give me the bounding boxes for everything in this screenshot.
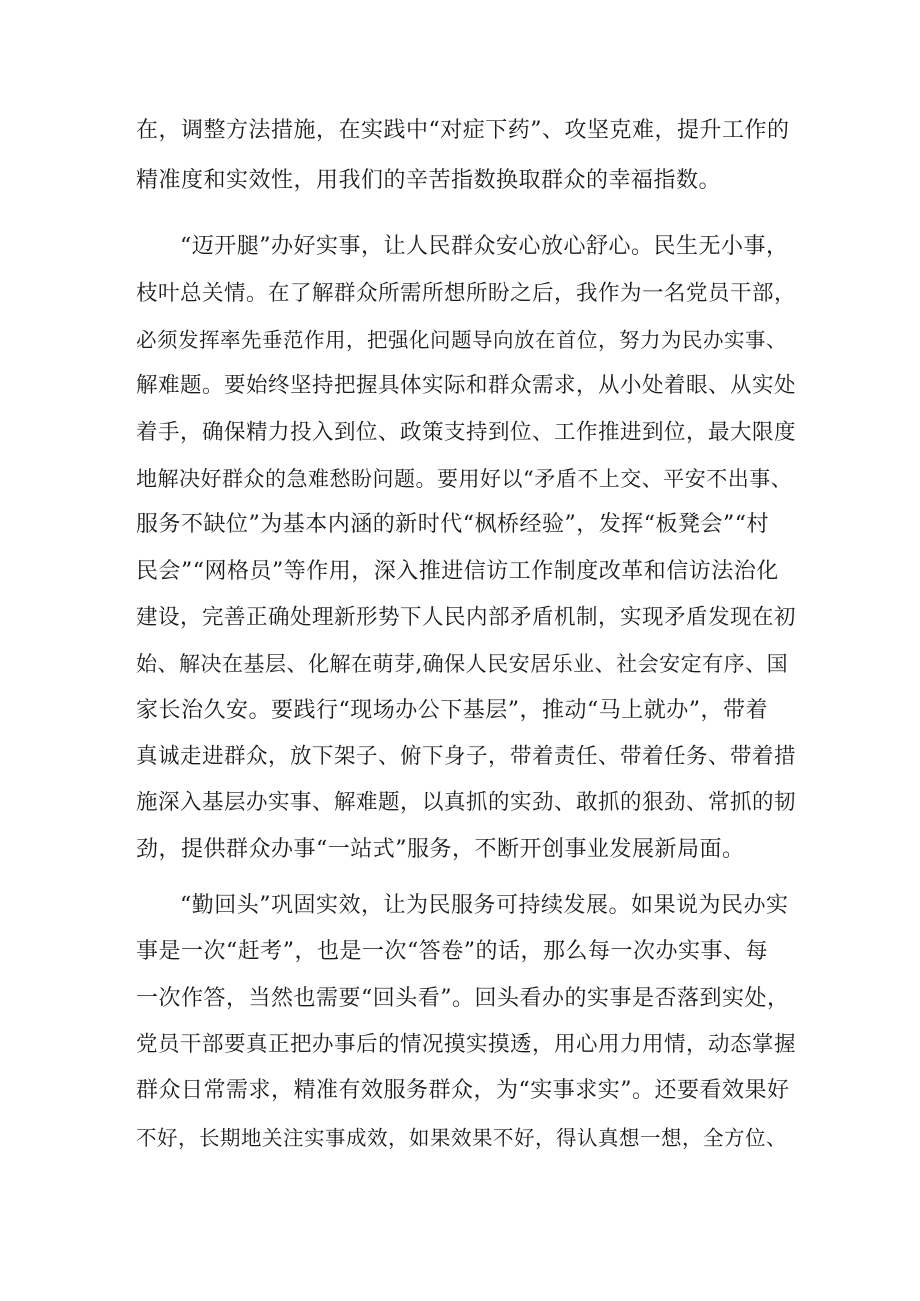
text-line-15: 施深入基层办实事、解难题，以真抓的实劲、敢抓的狠劲、常抓的韧 [136, 790, 797, 815]
text-line-12: 始、解决在基层、化解在萌芽,确保人民安居乐业、社会安定有序、国 [136, 652, 789, 676]
text-line-7: 着手，确保精力投入到位、政策支持到位、工作推进到位，最大限度 [136, 420, 797, 445]
text-line-18: 事是一次“赶考”，也是一次“答卷”的话，那么每一次办实事、每 [136, 939, 768, 964]
text-line-4: 枝叶总关情。在了解群众所需所想所盼之后，我作为一名党员干部， [136, 281, 797, 306]
text-line-3: “迈开腿”办好实事，让人民群众安心放心舒心。民生无小事， [180, 234, 789, 259]
text-line-19: 一次作答，当然也需要“回头看”。回头看办的实事是否落到实处， [136, 986, 790, 1011]
text-line-5: 必须发挥率先垂范作用，把强化问题导向放在首位，努力为民办实事、 [136, 328, 787, 352]
text-line-2: 精准度和实效性，用我们的辛苦指数换取群众的幸福指数。 [136, 168, 722, 193]
text-line-17: “勤回头”巩固实效，让为民服务可持续发展。如果说为民办实 [180, 893, 789, 918]
text-line-11: 建设，完善正确处理新形势下人民内部矛盾机制，实现矛盾发现在初 [136, 605, 797, 630]
text-line-8: 地解决好群众的急难愁盼问题。要用好以“矛盾不上交、平安不出事、 [136, 467, 793, 491]
text-line-1: 在，调整方法措施，在实践中“对症下药”、攻坚克难，提升工作的 [136, 118, 790, 143]
text-line-20: 党员干部要真正把办事后的情况摸实摸透，用心用力用情，动态掌握 [136, 1032, 797, 1057]
text-line-10: 民会”“网格员”等作用，深入推进信访工作制度改革和信访法治化 [136, 559, 779, 584]
text-line-21: 群众日常需求，精准有效服务群众，为“实事求实”。还要看效果好 [136, 1078, 790, 1103]
text-line-16: 劲，提供群众办事“一站式”服务，不断开创事业发展新局面。 [136, 837, 745, 862]
text-line-13: 家长治久安。要践行“现场办公下基层”，推动“马上就办”，带着 [136, 698, 768, 723]
text-line-22: 不好，长期地关注实事成效，如果效果不好，得认真想一想，全方位、 [136, 1126, 787, 1150]
text-line-6: 解难题。要始终坚持把握具体实际和群众需求，从小处着眼、从实处 [136, 373, 797, 398]
text-line-9: 服务不缺位”为基本内涵的新时代“枫桥经验”，发挥“板凳会”“村 [136, 512, 769, 537]
text-line-14: 真诚走进群众，放下架子、俯下身子，带着责任、带着任务、带着措 [136, 744, 797, 769]
